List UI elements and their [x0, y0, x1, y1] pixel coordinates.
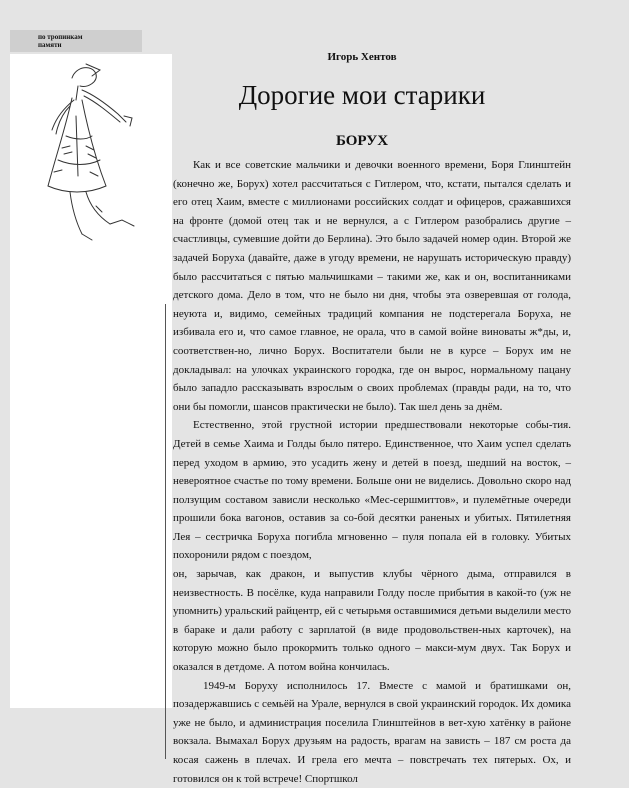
paragraph: 1949-м Боруху исполнилось 17. Вместе с мамой и братишками он, позадержавшись с семьёй на Урале, вернулся в свой украинский городок. Их домика уже не было, и администрация поселила Глинштейнов в вет-хую хатёнку в районе вокзала. Вымахал Борух друзьям на радость, врагам на зависть – 187 см роста да косая сажень в плечах. И грела его мечта – повстречать тех пятерых. Ох, и готовился он к той встрече! Спортшкол: [173, 679, 571, 785]
article-body: [173, 156, 571, 788]
figure-sketch-illustration: [26, 56, 156, 256]
sidebar-divider: [165, 304, 166, 759]
sidebar-panel: [10, 54, 172, 708]
article-title: Дорогие мои старики: [238, 80, 486, 110]
section-tab: [10, 30, 142, 52]
paragraph: Естественно, этой грустной истории предшествовали некоторые собы-тия. Детей в семье Хаима и Голды было пятеро. Единственное, что Хаим успел сделать перед уходом в армию, это усадить жену и детей в поезд, шедший на восток, – невероятное счастье по тому времени. Больше они не виделись. Довольно скоро над ползущим составом зависли несколько «Мес-сершмиттов», и пулемётные очереди прошили бока вагонов, оставив за со-бой десятки раненых и убитых. Пятилетняя Лея – сестричка Боруха погибла мгновенно – пуля попала ей в головку. Убитых похоронили рядом с поездом,: [173, 419, 571, 562]
author-name: Игорь Хентов: [327, 51, 397, 63]
section-tab-line2: памяти: [38, 41, 62, 49]
paragraph: он, зарычав, как дракон, и выпустив клубы чёрного дыма, отправился в неизвестность. В посёлке, куда направили Голду после прибытия в какой-то (уж не упомнить) уральский райцентр, ей с четырьмя оставшимися детьми выделили место в бараке и дали работу с зарплатой (в виде продовольствен-ных карточек), на которую можно было прокормить только одного – макси-мум двух. Так Борух и оказался в детдоме. А потом война кончилась.: [173, 568, 571, 674]
section-tab-line1: по тропинкам: [38, 33, 83, 41]
paragraph: Как и все советские мальчики и девочки военного времени, Боря Глинштейн (конечно же, Борух) хотел рассчитаться с Гитлером, что, кстати, пытался сделать и его отец Хаим, вместе с миллионами российских солдат и офицеров, сражавшихся на фронте (домой отец так и не вернулся, а с Гитлером разобрались другие – счастливцы, сумевшие дойти до Берлина). Это было задачей номер один. Второй же задачей Боруха (давайте, даже в угоду времени, не нарушать историческую правду) было рассчитаться с пятью мальчишками – такими же, как и он, воспитанниками детского дома. Дело в том, что не было ни дня, чтобы эта озверевшая от голода, неуюта и, видимо, семейных традиций компания не подстерегала Боруха, не избивала его и, что самое главное, не орала, что в самой войне виноваты ж*ды, и, соответствен-но, лично Борух. Воспитатели были не в курсе – Борух им не докладывал: на улочках украинского городка, где он вырос, нормальному пацану было западло рассказывать взрослым о своих проблемах (правды ради, на то, что они бы помогли, шансов практически не было). Так шел день за днём.: [173, 159, 571, 413]
chapter-heading: БОРУХ: [335, 133, 389, 149]
